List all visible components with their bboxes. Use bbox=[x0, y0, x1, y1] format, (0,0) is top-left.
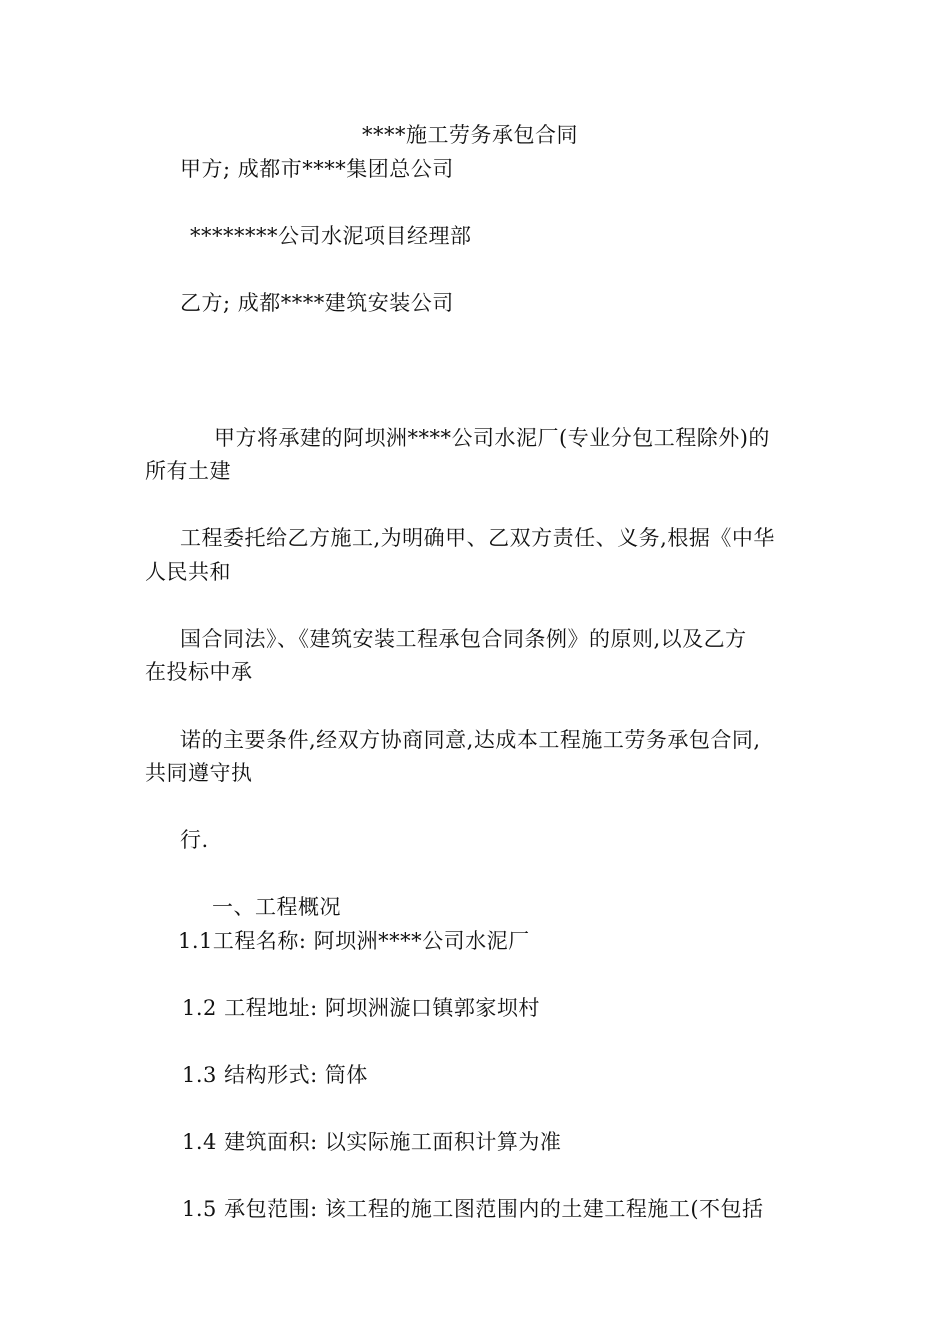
intro-line: 国合同法》、《建筑安装工程承包合同条例》的原则,以及乙方 bbox=[180, 627, 747, 651]
intro-line: 人民共和 bbox=[145, 560, 231, 584]
party-b-line: 乙方; 成都****建筑安装公司 bbox=[180, 291, 454, 315]
party-a-line-1: 甲方; 成都市****集团总公司 bbox=[180, 157, 454, 181]
intro-line: 所有土建 bbox=[145, 459, 231, 483]
intro-line: 工程委托给乙方施工,为明确甲、乙双方责任、义务,根据《中华 bbox=[180, 526, 775, 550]
intro-line: 在投标中承 bbox=[145, 660, 253, 684]
overview-item: 1.3 结构形式: 筒体 bbox=[182, 1063, 368, 1087]
overview-item: 1.4 建筑面积: 以实际施工面积计算为准 bbox=[182, 1130, 562, 1154]
overview-item: 1.5 承包范围: 该工程的施工图范围内的土建工程施工(不包括 bbox=[182, 1197, 764, 1221]
party-a-line-2: ********公司水泥项目经理部 bbox=[190, 224, 472, 248]
overview-item: 1.1工程名称: 阿坝洲****公司水泥厂 bbox=[178, 929, 530, 953]
section-heading: 一、工程概况 bbox=[212, 895, 341, 919]
overview-item: 1.2 工程地址: 阿坝洲漩口镇郭家坝村 bbox=[182, 996, 540, 1020]
intro-line: 诺的主要条件,经双方协商同意,达成本工程施工劳务承包合同, bbox=[180, 728, 761, 752]
document-title: ****施工劳务承包合同 bbox=[362, 123, 578, 147]
intro-line: 共同遵守执 bbox=[145, 761, 253, 785]
intro-line: 甲方将承建的阿坝洲****公司水泥厂(专业分包工程除外)的 bbox=[214, 426, 770, 450]
intro-line: 行. bbox=[180, 828, 209, 852]
